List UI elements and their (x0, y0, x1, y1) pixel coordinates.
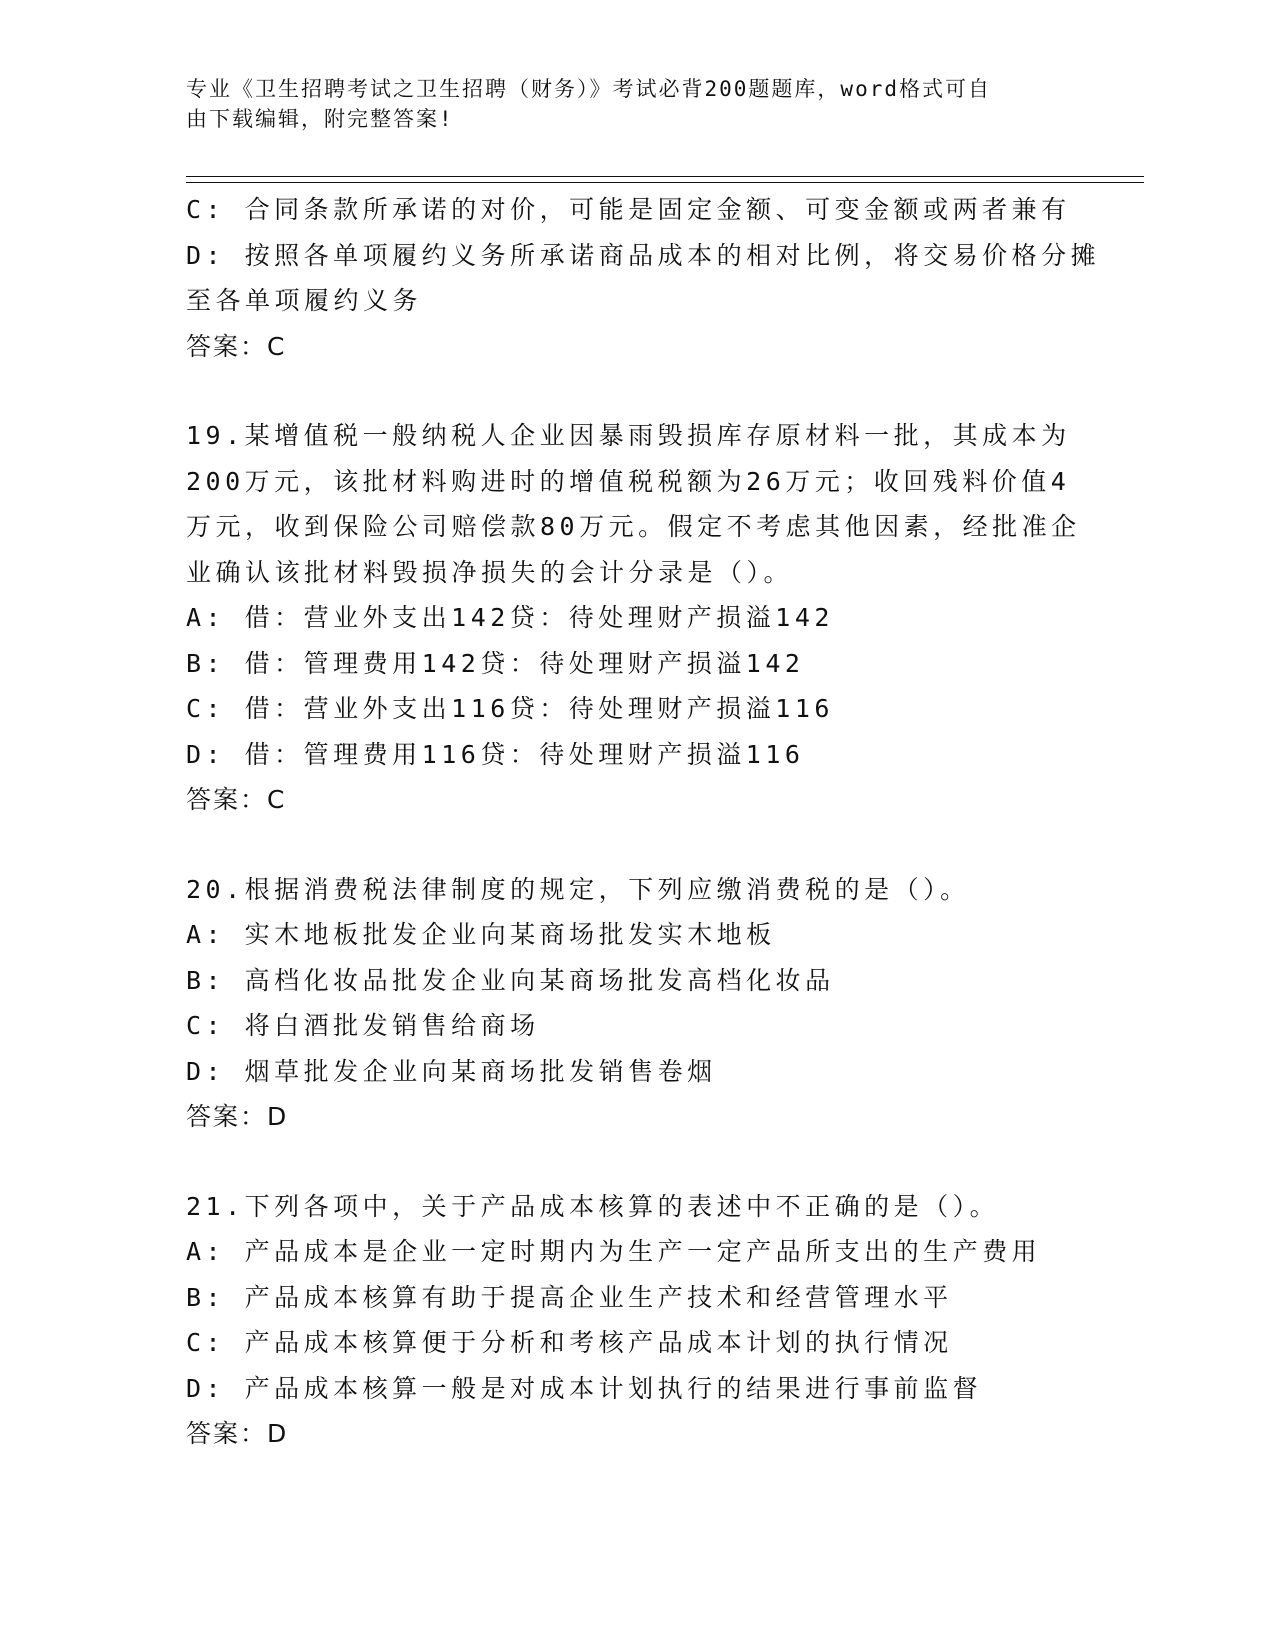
q18-answer: 答案：C (186, 331, 287, 361)
q19-stem-line-4: 业确认该批材料毁损净损失的会计分录是（）。 (186, 557, 794, 587)
header-line-1: 专业《卫生招聘考试之卫生招聘（财务）》考试必背200题题库，word格式可自 (186, 77, 991, 101)
header-divider-bottom (186, 182, 1144, 183)
q19-option-d: D: 借：管理费用116贷：待处理财产损溢116 (186, 739, 805, 769)
q19-stem-line-3: 万元，收到保险公司赔偿款80万元。假定不考虑其他因素，经批准企 (186, 512, 1081, 541)
q19-stem-line-1: 19.某增值税一般纳税人企业因暴雨毁损库存原材料一批，其成本为 (186, 421, 1071, 450)
spacer (186, 369, 1086, 413)
spacer (186, 1140, 1086, 1184)
header-divider-top (186, 176, 1144, 177)
question-19 (186, 413, 1086, 823)
q19-option-a: A: 借：营业外支出142贷：待处理财产损溢142 (186, 603, 834, 632)
q19-option-b: B: 借：管理费用142贷：待处理财产损溢142 (186, 648, 805, 678)
q19-answer: 答案：C (186, 785, 287, 814)
q20-answer: 答案：D (186, 1102, 289, 1131)
q19-option-c: C: 借：营业外支出116贷：待处理财产损溢116 (186, 694, 834, 723)
q20-option-a: A: 实木地板批发企业向某商场批发实木地板 (186, 920, 776, 949)
q21-option-b: B: 产品成本核算有助于提高企业生产技术和经营管理水平 (186, 1282, 953, 1312)
q19-stem-line-2: 200万元，该批材料购进时的增值税税额为26万元；收回残料价值4 (186, 466, 1071, 496)
q20-option-d: D: 烟草批发企业向某商场批发销售卷烟 (186, 1056, 717, 1086)
q20-option-b: B: 高档化妆品批发企业向某商场批发高档化妆品 (186, 965, 835, 995)
q21-option-a: A: 产品成本是企业一定时期内为生产一定产品所支出的生产费用 (186, 1237, 1042, 1266)
q18-option-d-line-1: D: 按照各单项履约义务所承诺商品成本的相对比例，将交易价格分摊 (186, 240, 1101, 270)
header-line-2: 由下载编辑，附完整答案! (186, 107, 454, 131)
question-21 (186, 1184, 1086, 1457)
q21-stem-line-1: 21.下列各项中，关于产品成本核算的表述中不正确的是（）。 (186, 1191, 1000, 1221)
q21-option-c: C: 产品成本核算便于分析和考核产品成本计划的执行情况 (186, 1328, 953, 1357)
q20-option-c: C: 将白酒批发销售给商场 (186, 1011, 540, 1040)
q20-stem-line-1: 20.根据消费税法律制度的规定，下列应缴消费税的是（）。 (186, 874, 970, 904)
question-content (186, 187, 1101, 1457)
question-20 (186, 867, 1086, 1140)
q18-option-c: C: 合同条款所承诺的对价，可能是固定金额、可变金额或两者兼有 (186, 195, 1071, 224)
document-header (186, 74, 1066, 134)
q21-option-d: D: 产品成本核算一般是对成本计划执行的结果进行事前监督 (186, 1373, 983, 1403)
q18-option-d-line-2: 至各单项履约义务 (186, 286, 423, 315)
question-18-tail (186, 187, 1101, 369)
spacer (186, 823, 1086, 867)
q21-answer: 答案：D (186, 1419, 289, 1448)
